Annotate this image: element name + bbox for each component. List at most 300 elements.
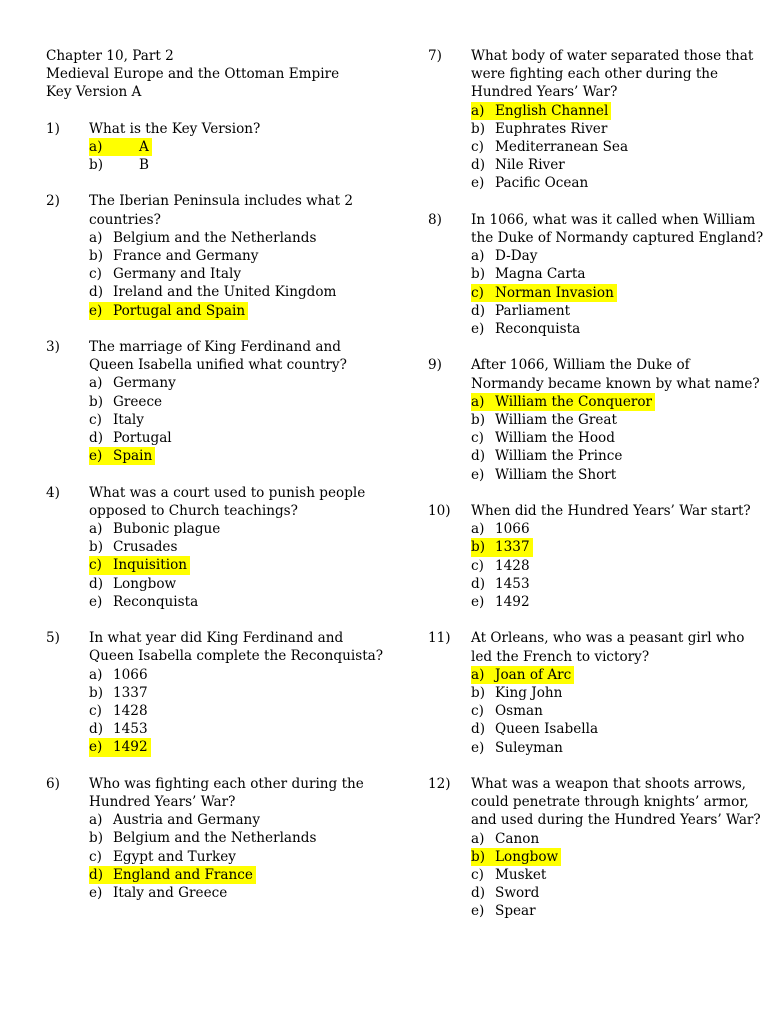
answer-list — [428, 247, 758, 338]
question-4 — [46, 484, 386, 611]
answer-option — [471, 174, 758, 192]
answer-letter: c) — [471, 284, 484, 301]
answer-content — [89, 684, 148, 702]
question-number: 6) — [46, 775, 60, 792]
answer-option — [471, 302, 758, 320]
answer-text: 1428 — [495, 557, 530, 574]
answer-text: France and Germany — [113, 248, 259, 265]
question-text-line: At Orleans, who was a peasant girl who — [471, 630, 745, 647]
answer-content — [471, 848, 561, 866]
answer-option — [471, 557, 758, 575]
answer-list — [428, 393, 758, 484]
answer-content — [89, 848, 236, 866]
answer-content — [471, 902, 536, 920]
question-number: 1) — [46, 120, 60, 137]
question-text — [89, 484, 365, 520]
answer-letter: b) — [89, 684, 104, 701]
answer-content — [471, 156, 565, 174]
answer-option — [89, 702, 386, 720]
answer-letter: e) — [471, 903, 485, 920]
answer-content — [471, 393, 655, 411]
question-number: 5) — [46, 630, 60, 647]
answer-option — [471, 429, 758, 447]
answer-option — [471, 120, 758, 138]
answer-content — [471, 866, 546, 884]
answer-text: Crusades — [113, 539, 178, 556]
answer-text: 1453 — [495, 575, 530, 592]
answer-content — [89, 884, 227, 902]
answer-letter: d) — [471, 885, 486, 902]
answer-letter: e) — [89, 593, 103, 610]
answer-content — [89, 138, 152, 156]
question-6 — [46, 775, 386, 902]
question-text — [89, 775, 364, 811]
question-text — [471, 211, 763, 247]
answer-letter: c) — [89, 266, 102, 283]
answer-text: Ireland and the United Kingdom — [113, 284, 337, 301]
answer-option — [471, 265, 758, 283]
answer-text: 1428 — [113, 703, 148, 720]
answer-option — [471, 593, 758, 611]
answer-content — [471, 284, 617, 302]
answer-option — [89, 229, 386, 247]
answer-letter: d) — [89, 721, 104, 738]
answer-content — [89, 447, 155, 465]
question-text — [89, 120, 260, 138]
answer-letter: b) — [89, 157, 104, 174]
answer-letter: d) — [471, 448, 486, 465]
answer-letter: d) — [471, 721, 486, 738]
answer-text: William the Short — [495, 466, 617, 483]
question-number: 9) — [428, 357, 442, 374]
answer-content — [89, 538, 177, 556]
question-text-line: the Duke of Normandy captured England? — [471, 230, 764, 247]
question-1 — [46, 120, 386, 175]
question-8 — [428, 211, 764, 338]
answer-content — [471, 557, 530, 575]
answer-option — [471, 702, 758, 720]
correct-answer — [89, 866, 386, 884]
question-text — [471, 629, 745, 665]
answer-letter: a) — [89, 229, 103, 246]
question-text-line: What was a court used to punish people — [89, 484, 366, 501]
answer-content — [89, 156, 149, 174]
answer-text: William the Conqueror — [495, 393, 653, 410]
question-7 — [428, 47, 758, 193]
answer-letter: b) — [89, 539, 104, 556]
answer-list — [428, 666, 758, 757]
question-number: 4) — [46, 484, 60, 501]
answer-option — [471, 866, 758, 884]
answer-letter: b) — [471, 120, 486, 137]
answer-content — [471, 174, 588, 192]
answer-content — [89, 411, 144, 429]
question-text-line: The Iberian Peninsula includes what 2 — [89, 193, 354, 210]
answer-text: Belgium and the Netherlands — [113, 229, 317, 246]
answer-content — [89, 720, 148, 738]
question-text — [89, 192, 353, 228]
answer-letter: b) — [471, 539, 486, 556]
answer-letter: e) — [471, 175, 485, 192]
answer-letter: d) — [89, 284, 104, 301]
question-number: 2) — [46, 193, 60, 210]
correct-answer — [89, 447, 386, 465]
answer-content — [89, 302, 248, 320]
answer-option — [89, 538, 386, 556]
answer-letter: b) — [471, 685, 486, 702]
answer-option — [471, 902, 758, 920]
question-text-line: What is the Key Version? — [89, 120, 261, 137]
answer-option — [89, 666, 386, 684]
answer-option — [89, 247, 386, 265]
answer-text: Germany and Italy — [113, 266, 241, 283]
answer-letter: a) — [89, 666, 103, 683]
question-text-line: Who was fighting each other during the — [89, 775, 364, 792]
answer-text: Austria and Germany — [113, 812, 260, 829]
question-text-line: countries? — [89, 211, 161, 228]
question-5 — [46, 629, 386, 756]
chapter-title: Chapter 10, Part 2 — [46, 48, 174, 64]
answer-option — [89, 848, 386, 866]
answer-text: Germany — [113, 375, 176, 392]
answer-content — [89, 738, 151, 756]
answer-option — [89, 374, 386, 392]
answer-text: Italy — [113, 411, 144, 428]
question-prompt — [428, 775, 761, 830]
question-9 — [428, 356, 758, 483]
answer-text: William the Prince — [495, 448, 623, 465]
answer-letter: b) — [471, 848, 486, 865]
question-text-line: The marriage of King Ferdinand and — [89, 339, 341, 356]
answer-letter: b) — [89, 393, 104, 410]
question-12 — [428, 775, 761, 921]
document-header — [46, 47, 386, 102]
answer-letter: a) — [471, 248, 485, 265]
answer-option — [89, 393, 386, 411]
correct-answer — [471, 284, 758, 302]
correct-answer — [471, 666, 758, 684]
question-number: 12) — [428, 776, 451, 793]
answer-text: Reconquista — [113, 593, 199, 610]
answer-option — [471, 830, 758, 848]
answer-text: Queen Isabella — [495, 721, 599, 738]
answer-content — [471, 830, 539, 848]
answer-letter: c) — [89, 411, 102, 428]
right-column — [428, 47, 764, 939]
answer-letter: e) — [471, 739, 485, 756]
answer-content — [89, 811, 260, 829]
answer-text: Portugal and Spain — [113, 302, 246, 319]
answer-content — [471, 666, 574, 684]
answer-letter: d) — [471, 575, 486, 592]
answer-content — [471, 684, 562, 702]
answer-content — [471, 720, 598, 738]
question-text-line: were fighting each other during the — [471, 66, 719, 83]
answer-content — [471, 138, 628, 156]
answer-text: Musket — [495, 867, 547, 884]
answer-letter: a) — [471, 393, 485, 410]
correct-answer — [471, 102, 758, 120]
question-text — [471, 775, 761, 830]
answer-list — [46, 229, 386, 320]
answer-option — [471, 411, 758, 429]
answer-letter: c) — [471, 703, 484, 720]
answer-content — [471, 447, 622, 465]
answer-text: B — [139, 157, 149, 174]
answer-content — [471, 102, 611, 120]
answer-option — [471, 247, 758, 265]
answer-text: Magna Carta — [495, 266, 586, 283]
question-prompt — [428, 356, 758, 392]
answer-content — [471, 593, 530, 611]
answer-letter: c) — [89, 557, 102, 574]
answer-text: England and France — [113, 866, 253, 883]
answer-letter: d) — [89, 430, 104, 447]
left-column — [46, 47, 386, 920]
answer-letter: d) — [89, 575, 104, 592]
question-number: 8) — [428, 211, 442, 228]
answer-text: Suleyman — [495, 739, 563, 756]
answer-text: Bubonic plague — [113, 521, 221, 538]
answer-text: Osman — [495, 703, 543, 720]
correct-answer — [89, 138, 386, 156]
answer-letter: a) — [471, 102, 485, 119]
answer-option — [89, 829, 386, 847]
answer-letter: b) — [471, 412, 486, 429]
answer-letter: a) — [89, 812, 103, 829]
question-text-line: In 1066, what was it called when William — [471, 211, 756, 228]
answer-content — [471, 120, 607, 138]
answer-content — [471, 320, 580, 338]
question-prompt — [46, 484, 386, 520]
question-text-line: Queen Isabella unified what country? — [89, 357, 347, 374]
answer-content — [89, 556, 190, 574]
question-text — [471, 502, 751, 520]
answer-text: Sword — [495, 885, 540, 902]
answer-text: D-Day — [495, 248, 538, 265]
answer-letter: c) — [471, 557, 484, 574]
answer-option — [471, 684, 758, 702]
answer-content — [89, 520, 220, 538]
answer-text: Reconquista — [495, 321, 581, 338]
answer-letter: e) — [471, 466, 485, 483]
answer-option — [471, 320, 758, 338]
answer-letter: a) — [471, 830, 485, 847]
answer-option — [89, 283, 386, 301]
answer-text: Greece — [113, 393, 163, 410]
question-text-line: Hundred Years’ War? — [471, 84, 618, 101]
answer-option — [471, 739, 758, 757]
question-number: 3) — [46, 339, 60, 356]
answer-text: Spear — [495, 903, 536, 920]
question-text — [471, 356, 760, 392]
question-text-line: After 1066, William the Duke of — [471, 357, 690, 374]
answer-content — [89, 393, 162, 411]
answer-list — [428, 102, 758, 193]
question-11 — [428, 629, 758, 756]
question-prompt — [46, 775, 386, 811]
answer-option — [471, 466, 758, 484]
answer-option — [89, 811, 386, 829]
question-text — [471, 47, 753, 102]
answer-letter: c) — [89, 848, 102, 865]
answer-text: 1453 — [113, 721, 148, 738]
answer-text: Spain — [113, 448, 153, 465]
answer-option — [89, 593, 386, 611]
answer-letter: a) — [89, 138, 103, 155]
answer-text: 1337 — [495, 539, 530, 556]
answer-content — [471, 466, 616, 484]
answer-letter: b) — [89, 248, 104, 265]
question-text-line: opposed to Church teachings? — [89, 502, 298, 519]
answer-option — [89, 265, 386, 283]
answer-letter: e) — [471, 321, 485, 338]
answer-list — [46, 374, 386, 465]
answer-content — [89, 265, 241, 283]
answer-content — [89, 593, 198, 611]
answer-content — [471, 265, 585, 283]
answer-content — [89, 702, 148, 720]
answer-text: 1066 — [495, 521, 530, 538]
answer-text: Italy and Greece — [113, 885, 228, 902]
answer-content — [471, 884, 539, 902]
question-prompt — [428, 47, 758, 102]
answer-letter: c) — [471, 139, 484, 156]
answer-content — [471, 429, 615, 447]
answer-content — [471, 739, 563, 757]
answer-letter: d) — [89, 866, 104, 883]
answer-text: 1066 — [113, 666, 148, 683]
answer-letter: a) — [89, 375, 103, 392]
question-text-line: led the French to victory? — [471, 648, 650, 665]
answer-letter: a) — [89, 521, 103, 538]
question-10 — [428, 502, 758, 611]
answer-content — [471, 411, 617, 429]
answer-option — [471, 138, 758, 156]
answer-list — [46, 811, 386, 902]
unit-title: Medieval Europe and the Ottoman Empire — [46, 66, 340, 83]
answer-content — [89, 229, 316, 247]
answer-text: Nile River — [495, 157, 565, 174]
question-number: 10) — [428, 503, 451, 520]
question-prompt — [428, 502, 758, 520]
answer-letter: c) — [471, 430, 484, 447]
answer-text: William the Great — [495, 412, 617, 429]
answer-option — [89, 884, 386, 902]
question-text — [89, 338, 347, 374]
question-prompt — [46, 338, 386, 374]
answer-list — [46, 138, 386, 174]
correct-answer — [89, 738, 386, 756]
answer-text: Euphrates River — [495, 120, 608, 137]
answer-content — [89, 829, 316, 847]
answer-list — [46, 666, 386, 757]
answer-content — [89, 429, 172, 447]
answer-content — [89, 247, 258, 265]
key-version-label: Key Version A — [46, 84, 142, 101]
answer-list — [428, 520, 758, 611]
question-text-line: Normandy became known by what name? — [471, 375, 760, 392]
answer-letter: a) — [471, 521, 485, 538]
question-text — [89, 629, 383, 665]
answer-content — [89, 666, 148, 684]
answer-letter: b) — [89, 830, 104, 847]
answer-option — [89, 684, 386, 702]
answer-text: Joan of Arc — [495, 666, 572, 683]
answer-content — [471, 247, 537, 265]
answer-text: Inquisition — [113, 557, 188, 574]
question-text-line: What was a weapon that shoots arrows, — [471, 776, 747, 793]
answer-letter: d) — [471, 302, 486, 319]
question-text-line: When did the Hundred Years’ War start? — [471, 503, 751, 520]
answer-letter: e) — [89, 302, 103, 319]
answer-list — [428, 830, 758, 921]
answer-text: Canon — [495, 830, 540, 847]
answer-content — [89, 575, 176, 593]
answer-list — [46, 520, 386, 611]
answer-text: Longbow — [113, 575, 177, 592]
question-text-line: Hundred Years’ War? — [89, 794, 236, 811]
answer-letter: a) — [471, 666, 485, 683]
question-prompt — [428, 629, 758, 665]
answer-content — [89, 866, 256, 884]
answer-letter: e) — [471, 594, 485, 611]
answer-text: Portugal — [113, 430, 172, 447]
answer-option — [89, 720, 386, 738]
question-prompt — [46, 629, 386, 665]
correct-answer — [471, 538, 758, 556]
answer-option — [471, 447, 758, 465]
answer-text: 1492 — [113, 739, 148, 756]
answer-option — [89, 520, 386, 538]
answer-option — [471, 720, 758, 738]
question-text-line: What body of water separated those that — [471, 48, 754, 64]
answer-option — [89, 411, 386, 429]
answer-option — [89, 429, 386, 447]
question-2 — [46, 192, 386, 319]
answer-option — [471, 520, 758, 538]
answer-content — [471, 702, 543, 720]
answer-text: Norman Invasion — [495, 284, 614, 301]
question-prompt — [46, 120, 386, 138]
answer-content — [471, 575, 530, 593]
answer-text: King John — [495, 685, 563, 702]
correct-answer — [471, 848, 758, 866]
answer-text: 1492 — [495, 594, 530, 611]
question-text-line: and used during the Hundred Years’ War? — [471, 812, 761, 829]
answer-letter: e) — [89, 885, 103, 902]
answer-option — [471, 575, 758, 593]
question-text-line: Queen Isabella complete the Reconquista? — [89, 648, 384, 665]
question-text-line: In what year did King Ferdinand and — [89, 630, 344, 647]
answer-letter: d) — [471, 157, 486, 174]
answer-text: 1337 — [113, 684, 148, 701]
question-3 — [46, 338, 386, 465]
answer-option — [89, 575, 386, 593]
correct-answer — [471, 393, 758, 411]
answer-text: Longbow — [495, 848, 559, 865]
answer-content — [471, 520, 530, 538]
correct-answer — [89, 302, 386, 320]
answer-text: Pacific Ocean — [495, 175, 589, 192]
question-prompt — [46, 192, 386, 228]
answer-text: Belgium and the Netherlands — [113, 830, 317, 847]
answer-text: A — [139, 138, 149, 155]
correct-answer — [89, 556, 386, 574]
answer-content — [471, 538, 533, 556]
answer-content — [89, 374, 176, 392]
question-prompt — [428, 211, 764, 247]
